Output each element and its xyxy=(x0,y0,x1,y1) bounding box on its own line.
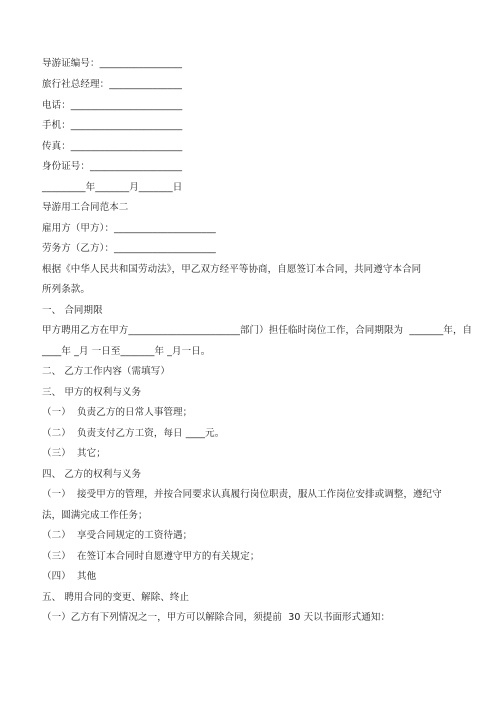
section-4-heading: 四、 乙方的权利与义务 xyxy=(42,469,142,480)
employer-field: 雇用方（甲方）：_____________________ xyxy=(42,223,216,234)
section-3-item-3: （三） 其它； xyxy=(42,448,106,459)
section-2-heading: 二、 乙方工作内容（需填写） xyxy=(42,366,170,377)
id-number-field: 身份证号：___________________ xyxy=(42,161,183,172)
section-1-body-line-1: 甲方聘用乙方在甲方_______________________部门）担任临时岗位工作，合同期限为 _______年，自 xyxy=(42,325,473,336)
section-4-item-1-line-1: （一） 接受甲方的管理，并按合同要求认真履行岗位职责，服从工作岗位安排或调整，遵纪守 xyxy=(42,489,442,500)
section-4-item-1-line-2: 法，圆满完成工作任务； xyxy=(42,510,148,521)
section-4-item-4: （四） 其他 xyxy=(42,571,97,582)
section-4-item-2: （二） 享受合同规定的工资待遇； xyxy=(42,530,193,541)
employee-field: 劳务方（乙方）：_____________________ xyxy=(42,243,216,254)
travel-agency-manager-field: 旅行社总经理：_______________ xyxy=(42,79,182,90)
phone-field: 电话：_______________________ xyxy=(42,100,183,111)
preamble-line-1: 根据《中华人民共和国劳动法》，甲乙双方经平等协商，自愿签订本合同，共同遵守本合同 xyxy=(42,264,422,275)
section-5-heading: 五、 聘用合同的变更、解除、终止 xyxy=(42,592,190,603)
section-1-body-line-2: ____年 _月 一日至_______年 _月一日。 xyxy=(42,346,211,357)
preamble-line-2: 所列条款。 xyxy=(42,284,91,295)
document-title: 导游用工合同范本二 xyxy=(42,202,129,213)
guide-license-number-field: 导游证编号：_________________ xyxy=(42,58,183,69)
section-3-item-1: （一） 负责乙方的日常人事管理； xyxy=(42,407,193,418)
date-line: _________年_______月_______日 xyxy=(42,182,183,193)
section-1-heading: 一、 合同期限 xyxy=(42,305,103,316)
mobile-field: 手机：_______________________ xyxy=(42,120,183,131)
section-5-item-1: （一）乙方有下列情况之一，甲方可以解除合同，须提前 30 天以书面形式通知： xyxy=(42,612,391,623)
section-3-heading: 三、 甲方的权利与义务 xyxy=(42,387,142,398)
section-3-item-2: （二） 负责支付乙方工资，每日 ____元。 xyxy=(42,428,225,439)
section-4-item-3: （三） 在签订本合同时自愿遵守甲方的有关规定； xyxy=(42,551,260,562)
fax-field: 传真：_______________________ xyxy=(42,141,183,152)
